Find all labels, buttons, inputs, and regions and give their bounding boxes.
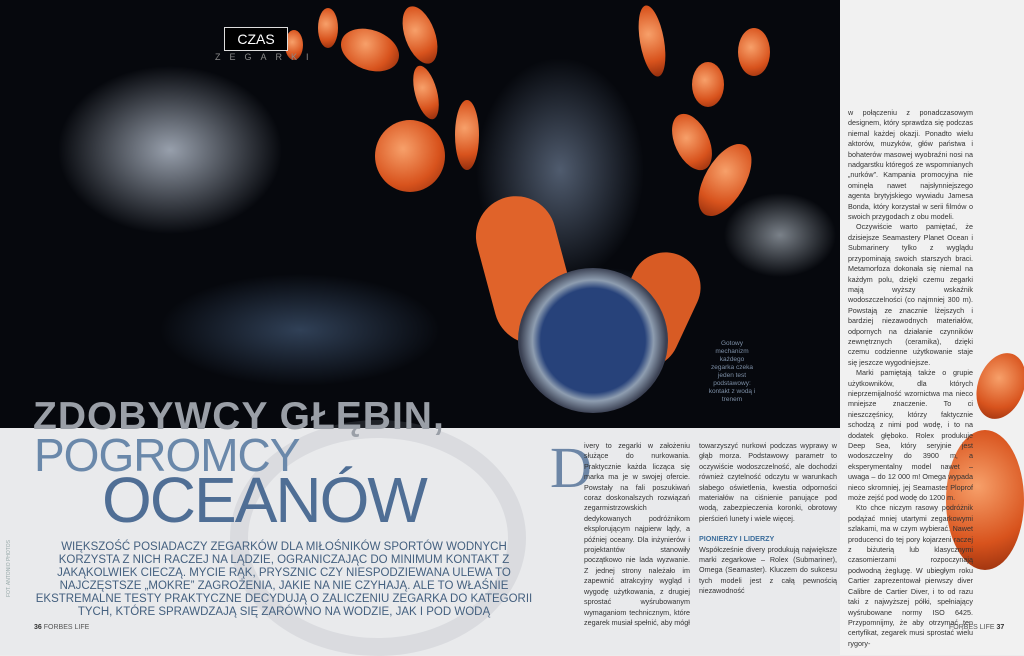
fish-image xyxy=(692,62,724,107)
body-text: Kto chce niczym rasowy podróżnik podążać mniej utartymi zegarkowymi szlakami, ma w czym wybierać. Nawet producenci do tej pory kojarzeni raczej z biżuterią lub klasycznymi czasomierzami rozpoczynają podwodną żeglugę. W ubiegłym roku Cartier zaprezentował pierwszy diver Calibre de Cartier Diver, i to od razu taki z najwyższej półki, spełniający wyśrubowane normy ISO 6425. Przypomnijmy, że aby otrzymać ten certyfikat, zegarek musi sprostać wielu rygory- xyxy=(848,503,973,648)
fish-image xyxy=(335,21,405,79)
fish-image xyxy=(408,63,443,122)
lead-paragraph: WIĘKSZOŚĆ POSIADACZY ZEGARKÓW DLA MIŁOŚNIKÓW SPORTÓW WODNYCH KORZYSTA Z NICH RACZEJ NA LĄDZIE, OGRANICZAJĄC DO MINIMUM KONTAKT Z JAKĄKOLWIEK CIECZĄ. MYCIE RĄK, PRYSZNIC CZY NIESPODZIEWANA ULEWA TO NAJCZĘSTSZE „MOKRE” ZAGROŻENIA, JAKIE NA NIE CZYHAJĄ. ALE TO WŁAŚNIE EKSTREMALNE TESTY PRAKTYCZNE DECYDUJĄ O ZALICZENIU ZEGARKA DO KATEGORII TYCH, KTÓRE SPRAWDZAJĄ SIĘ ZARÓWNO NA WODZIE, JAK I POD WODĄ xyxy=(35,541,533,618)
photo-credit: FOT. ANTONIO PHOTOS xyxy=(6,540,12,598)
section-sublabel: ZEGARKI xyxy=(215,52,318,62)
footer-label: FORBES LIFE xyxy=(949,624,995,631)
body-text: Współcześnie divery produkują największe marki zegarkowe – Rolex (Submariner), Omega (Seamaster). Kluczem do sukcesu tych modeli jest z całą pewnością niezawodność xyxy=(699,544,837,596)
section-label: CZAS xyxy=(224,27,288,51)
headline-line-3: OCEANÓW xyxy=(102,464,426,536)
photo-caption: Gotowy mechanizm każdego zegarka czeka jeden test podstawowy: kontakt z wodą i trenem xyxy=(708,340,756,403)
fish-image xyxy=(396,2,445,69)
watch-dial xyxy=(518,268,668,413)
body-text: Marki pamiętają także o grupie użytkowników, dla których nieprzemijalność wzornictwa ma nieco mniejsze znaczenie. To ci nieszczęśnicy, którzy faktycznie schodzą z nimi pod wodę, i to na dodatek głęboko. Rolex produkuje Deep Sea, który seryjnie jest wodoszczelny do 3900 m, a eksperymentalny model nawet – uwaga – do 12 000 m! Omega wypada nieco skromniej, jej Seamaster Ploprof może zejść pod wodę do 1200 m. xyxy=(848,368,973,503)
fish-image xyxy=(455,100,479,170)
footer-label: FORBES LIFE xyxy=(43,624,90,631)
body-column-3 xyxy=(848,108,973,649)
footer-right xyxy=(949,624,1004,631)
body-column-2 xyxy=(699,441,837,597)
headline-line-1: ZDOBYWCY GŁĘBIN, xyxy=(33,395,445,438)
footer-left xyxy=(34,624,89,631)
page-number: 36 xyxy=(34,624,42,631)
page-number: 37 xyxy=(996,624,1005,631)
fish-image xyxy=(738,28,770,76)
fish-image xyxy=(318,8,338,48)
section-subhead: PIONIERZY I LIDERZY xyxy=(699,534,775,544)
fish-image xyxy=(375,120,445,192)
drop-cap: D xyxy=(550,435,592,500)
body-text: w połączeniu z ponadczasowym designem, który sprawdza się podczas niemal każdej okazji. Ponadto wielu aktorów, muzyków, głów państwa i bohaterów masowej wyobraźni nosi na nadgarstku któregoś ze wspomnianych „nurków”. Kampania promocyjna nie ominęła nawet najsłynniejszego agenta brytyjskiego wywiadu Jamesa Bonda, który korzystał w serii filmów o swoich przygodach z obu modeli. xyxy=(848,108,973,222)
fish-image xyxy=(634,3,670,78)
body-text: Oczywiście warto pamiętać, że dzisiejsze Seamastery Planet Ocean i Submarinery tylko z wyglądu przypominają swoich starszych braci. Metamorfoza dokonała się niemal na każdym polu, dzięki czemu zegarki mają wyższy wskaźnik wodoszczelności (co najmniej 300 m). Powstają ze znacznie lżejszych i bardziej niezawodnych materiałów, odpornych na działanie czynników zewnętrznych (ceramika), dzięki czemu codzienne użytkowanie staje się jeszcze wygodniejsze. xyxy=(848,222,973,367)
body-text: ivery to zegarki w założeniu służące do nurkowania. Praktycznie każda licząca się marka ma je w swojej ofercie. Powstały na fali poszukiwań coraz doskonalszych rozwiązań zegarmistrzowskich dedykowanych podróżnikom eksplorującym najpierw lądy, a później oceany. Dla inżynierów i projektantów stanowiły początkowo nie lada wyzwanie. Z jednej strony należało im zapewnić atrakcyjny wygląd i wygodę użytkowania, z drugiej sprostać wyśrubowanym wymaganiom technicznym, które zegarek musiał spełnić, aby mógł xyxy=(584,441,690,627)
body-text: towarzyszyć nurkowi podczas wyprawy w głąb morza. Podstawowy parametr to oczywiście wodoszczelność, ale dochodzi również czytelność odczytu w warunkach słabego oświetlenia, kwestia odporności materiałów na ciśnienie panujące pod wodą, zabezpieczenia koronki, obrotowy pierścień lunety i wiele więcej. xyxy=(699,441,837,523)
body-column-1 xyxy=(548,441,690,628)
headline-line-2: POGROMCY xyxy=(34,429,300,481)
